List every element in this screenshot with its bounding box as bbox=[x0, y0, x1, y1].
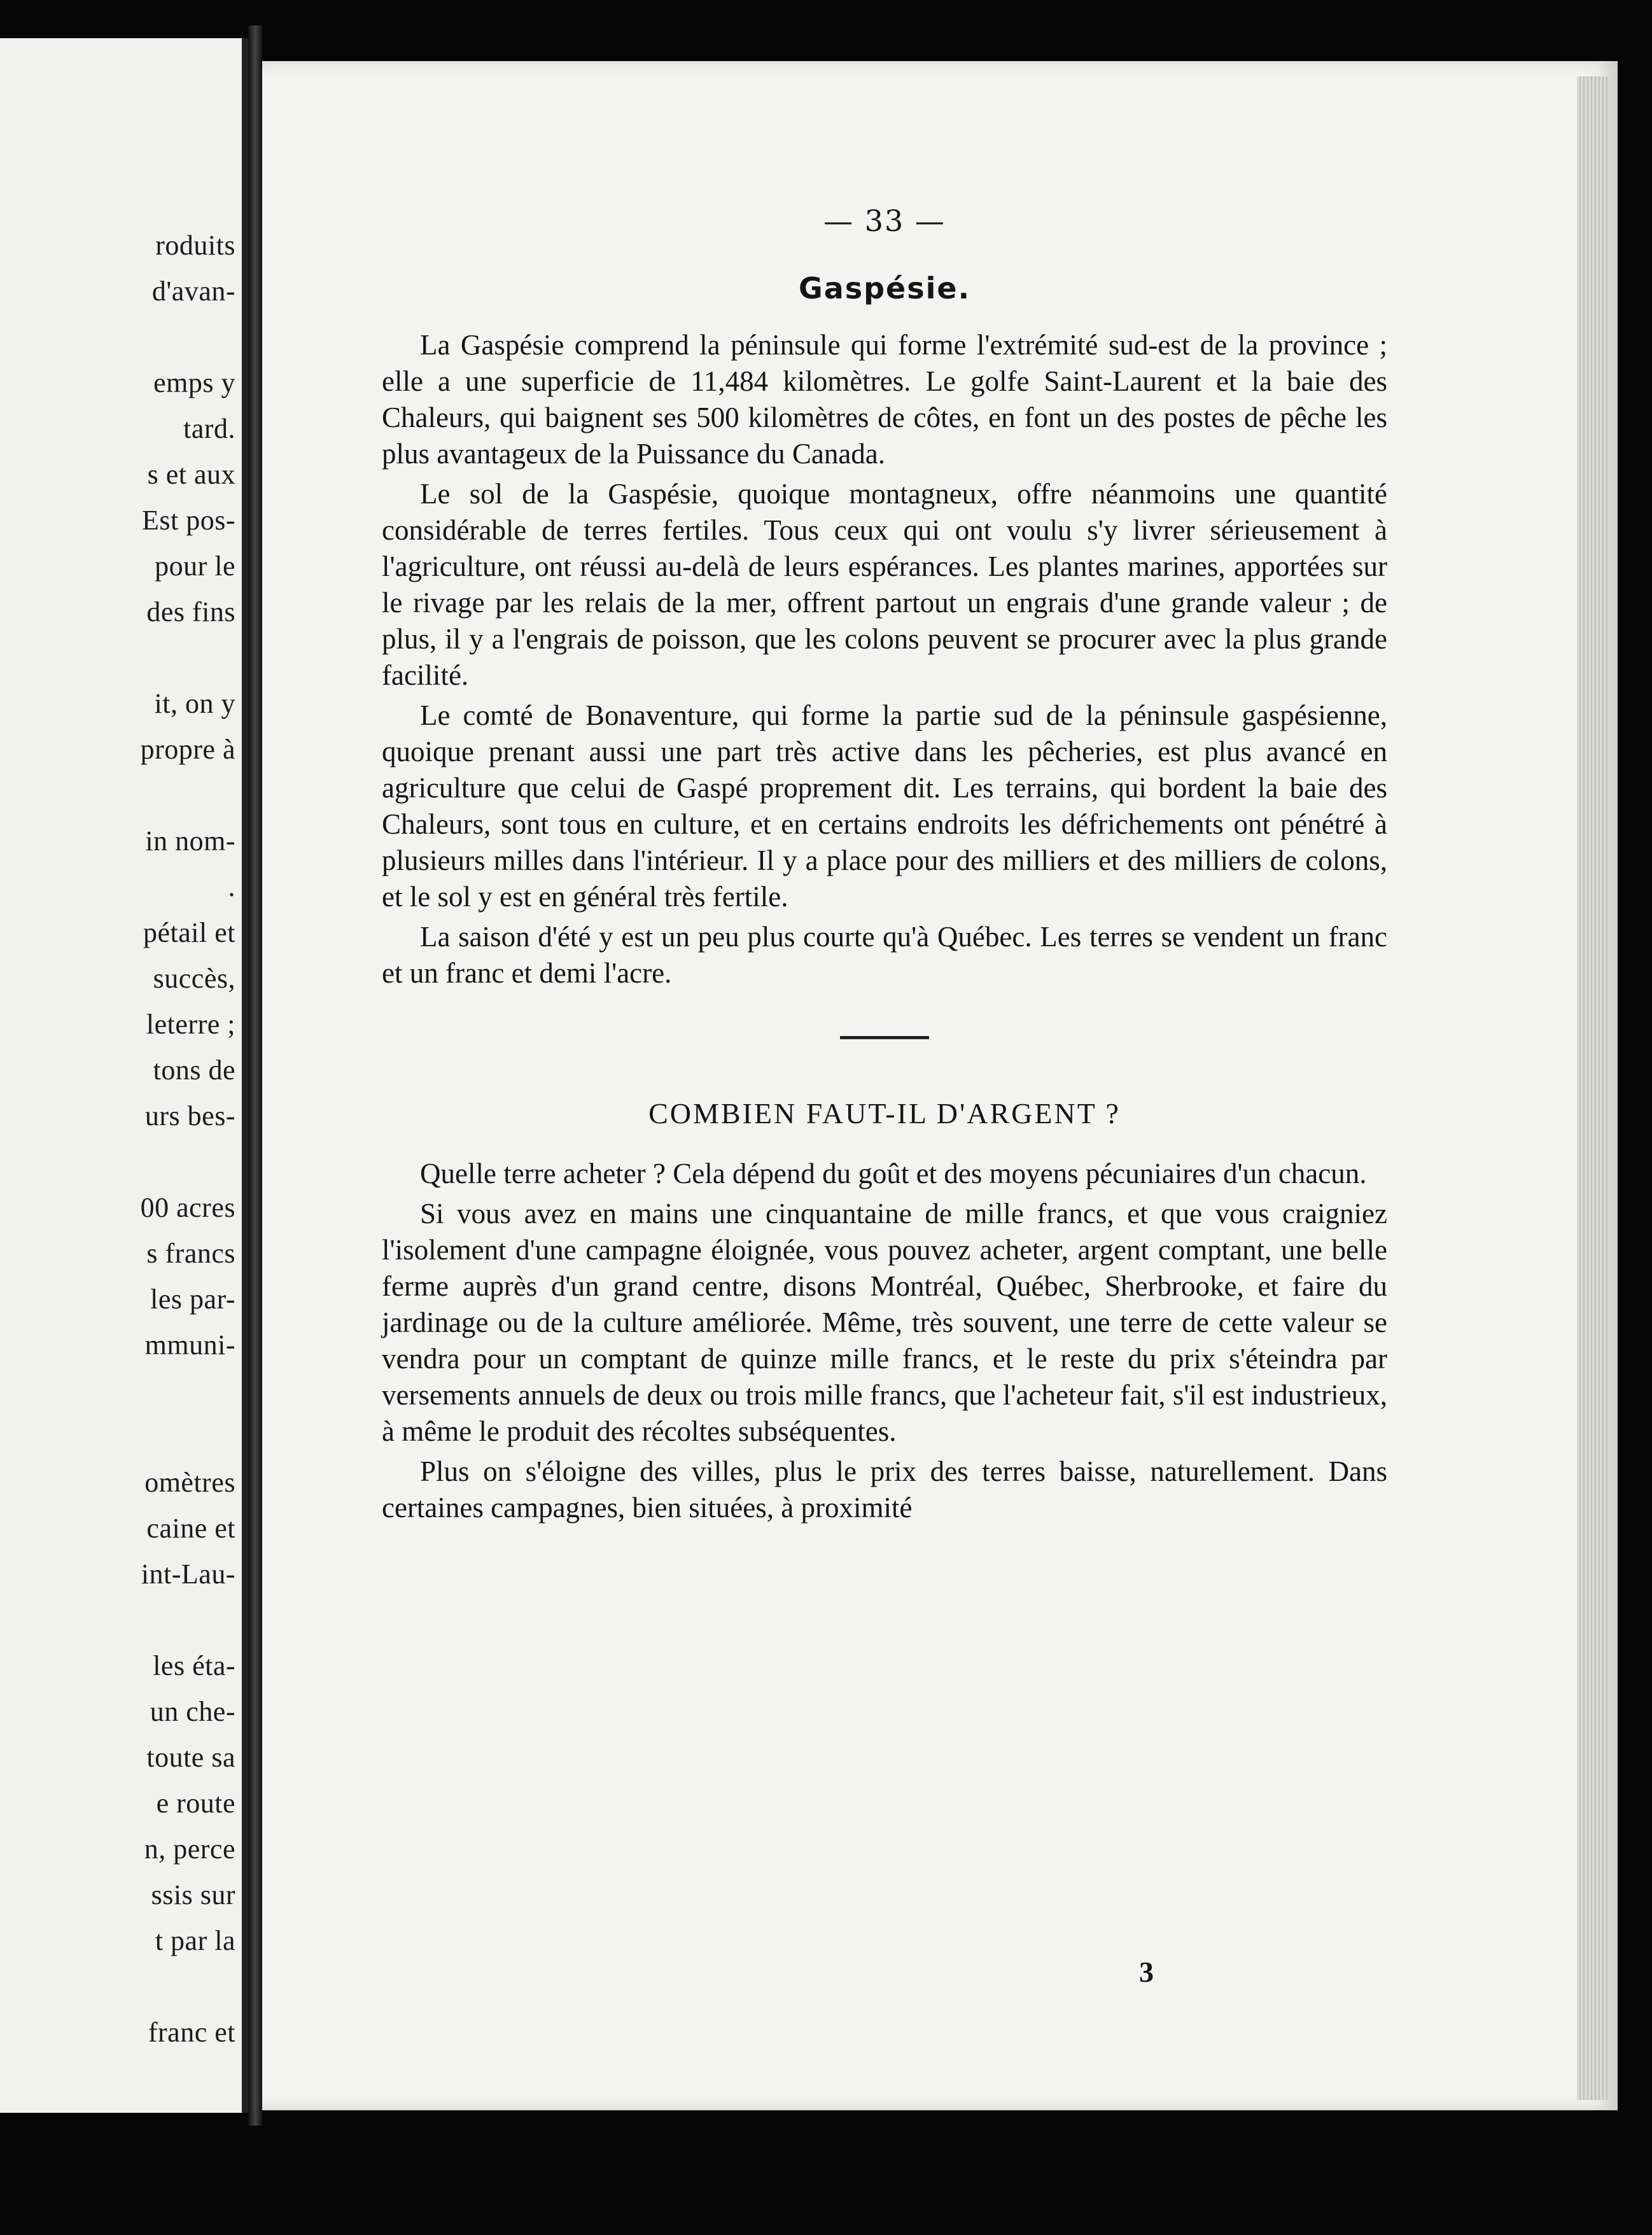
left-page-line: les éta- bbox=[153, 1650, 235, 1681]
page-number: — 33 — bbox=[823, 204, 946, 238]
left-page-line: int-Lau- bbox=[141, 1559, 235, 1590]
paragraph: Plus on s'éloigne des villes, plus le prix des terres baisse, naturellement. Dans certaines campagnes, bien situées, à proximité bbox=[382, 1455, 1387, 1524]
left-page-line: e route bbox=[156, 1788, 235, 1819]
paragraph: Quelle terre acheter ? Cela dépend du goût et des moyens pécuniaires d'un chacun. bbox=[420, 1158, 1367, 1189]
paragraph: La saison d'été y est un peu plus courte qu'à Québec. Les terres se vendent un franc et un franc et demi l'acre. bbox=[382, 921, 1387, 989]
book-gutter bbox=[248, 25, 262, 2126]
paragraph: Le sol de la Gaspésie, quoique montagneux, offre néanmoins une quantité considérable de terres fertiles. Tous ceux qui ont voulu s'y livrer sérieusement à l'agriculture, ont réussi au-delà de leurs espérances. Les plantes marines, apportées sur le rivage par les relais de la mer, offrent partout un engrais d'une grande valeur ; de plus, il y a l'engrais de poisson, que les colons peuvent se procurer avec la plus grande facilité. bbox=[382, 478, 1387, 691]
left-page-line: urs bes- bbox=[144, 1100, 235, 1132]
left-page-line: tons de bbox=[153, 1054, 235, 1086]
left-page-line: in nom- bbox=[145, 825, 235, 857]
left-page-line: 00 acres bbox=[140, 1192, 235, 1223]
left-page-line: ssis sur bbox=[151, 1879, 235, 1910]
section-title-combien: COMBIEN FAUT-IL D'ARGENT ? bbox=[648, 1097, 1121, 1130]
left-page-line: tard. bbox=[183, 413, 235, 444]
section-gaspesie-body bbox=[382, 327, 1387, 991]
left-page-line: mmuni- bbox=[144, 1329, 235, 1361]
section-combien-body bbox=[382, 1156, 1387, 1526]
left-page-line: it, on y bbox=[154, 688, 235, 719]
left-page-line: s francs bbox=[146, 1238, 235, 1269]
left-page-line: propre à bbox=[140, 734, 235, 765]
left-page-line: leterre ; bbox=[146, 1009, 235, 1040]
page-edges bbox=[1577, 76, 1610, 2100]
left-page-line: caine et bbox=[146, 1513, 235, 1544]
paragraph: Le comté de Bonaventure, qui forme la partie sud de la péninsule gaspésienne, quoique prenant aussi une part très active dans les pêcheries, est plus avancé en agriculture que celui de Gaspé proprement dit. Les terrains, qui bordent la baie des Chaleurs, sont tous en culture, et en certains endroits les défrichements ont pénétré à plusieurs milles dans l'intérieur. Il y a place pour des milliers et des milliers de colons, et le sol y est en général très fertile. bbox=[382, 699, 1387, 913]
left-page-line: d'avan- bbox=[151, 276, 235, 307]
left-page-line: emps y bbox=[153, 367, 235, 398]
left-page-line: t par la bbox=[155, 1925, 235, 1956]
page-content bbox=[382, 204, 1387, 1526]
left-page-line: pour le bbox=[155, 550, 235, 582]
left-page-line: des fins bbox=[146, 596, 235, 627]
left-page-line: n, perce bbox=[144, 1833, 235, 1865]
left-page-line: roduits bbox=[155, 230, 235, 261]
left-facing-page bbox=[0, 38, 248, 2113]
left-page-line: . bbox=[228, 871, 235, 902]
left-page-line: omètres bbox=[144, 1467, 235, 1498]
left-page-line: les par- bbox=[150, 1284, 235, 1315]
paragraph: La Gaspésie comprend la péninsule qui forme l'extrémité sud-est de la province ; elle a une superficie de 11,484 kilomètres. Le golfe Saint-Laurent et la baie des Chaleurs, qui baignent ses 500 kilomètres de côtes, en font un des postes de pêche les plus avantageux de la Puissance du Canada. bbox=[382, 329, 1387, 470]
left-page-line: Est pos- bbox=[142, 505, 235, 536]
left-page-line: toute sa bbox=[146, 1742, 235, 1773]
paragraph: Si vous avez en mains une cinquantaine de mille francs, et que vous craigniez l'isolement d'une campagne éloignée, vous pouvez acheter, argent comptant, une belle ferme auprès d'un grand centre, disons Montréal, Québec, Sherbrooke, et faire du jardinage ou de la culture améliorée. Même, très souvent, une terre de cette valeur se vendra pour un comptant de quinze mille francs, et le reste du prix s'éteindra par versements annuels de deux ou trois mille francs, que l'acheteur fait, s'il est industrieux, à même le produit des récoltes subséquentes. bbox=[382, 1198, 1387, 1447]
left-page-line: pétail et bbox=[143, 917, 235, 948]
left-page-line: s et aux bbox=[147, 459, 235, 490]
section-divider bbox=[840, 1036, 929, 1039]
left-page-line: franc et bbox=[148, 2017, 235, 2048]
left-page-line: succès, bbox=[153, 963, 235, 994]
left-page-line: un che- bbox=[150, 1696, 235, 1727]
section-title-gaspesie: Gaspésie. bbox=[798, 271, 971, 305]
signature-mark: 3 bbox=[1139, 1956, 1154, 1988]
